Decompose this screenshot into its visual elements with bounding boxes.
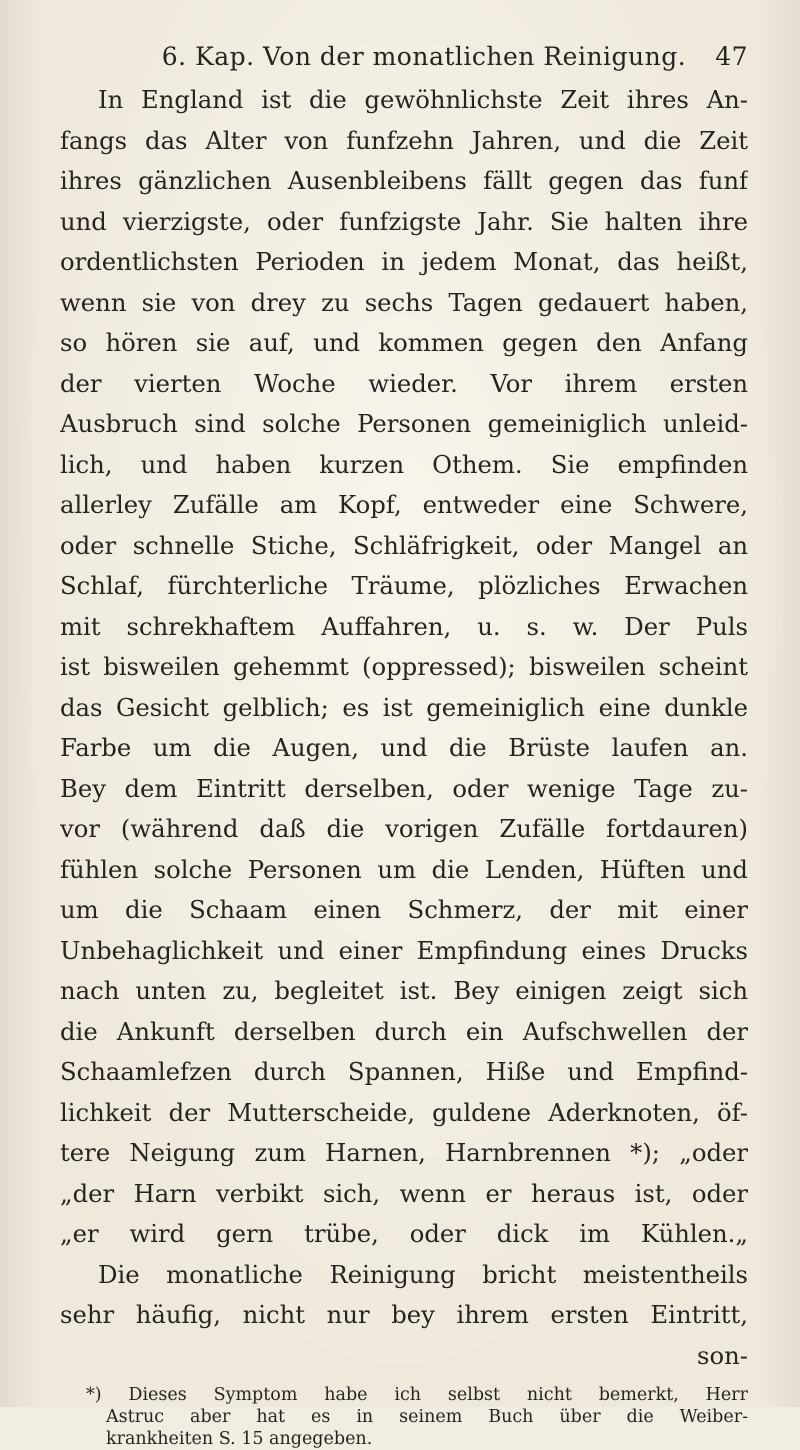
text-line: fangs das Alter von funfzehn Jahren, und die Zeit: [60, 125, 748, 155]
text-line: und vierzigste, oder funfzigste Jahr. Sie halten ihre: [60, 206, 748, 236]
text-line: nach unten zu, begleitet ist. Bey einigen zeigt sich: [60, 976, 748, 1005]
chapter-title: 6. Kap. Von der monatlichen Reinigung.: [161, 42, 687, 71]
body-text: [60, 80, 748, 1376]
text-line: ihres gänzlichen Ausenbleibens fällt gegen das funf: [60, 166, 748, 195]
footnote-line: *) Dieses Symptom habe ich selbst nicht bemerkt, Herr: [86, 1385, 748, 1405]
text-line: sehr häufig, nicht nur bey ihrem ersten Eintritt,: [60, 1300, 748, 1329]
catchword: son-: [697, 1340, 748, 1370]
text-line: In England ist die gewöhnlichste Zeit ihres An-: [98, 85, 748, 114]
text-line: lich, und haben kurzen Othem. Sie empfinden: [60, 449, 748, 479]
text-line: vor (während daß die vorigen Zufälle fortdauren): [60, 814, 748, 843]
text-line: Farbe um die Augen, und die Brüste laufen an.: [60, 733, 748, 762]
text-line: Ausbruch sind solche Personen gemeiniglich unleid-: [60, 409, 748, 438]
text-line: Schaamlefzen durch Spannen, Hiße und Empfind-: [60, 1057, 748, 1086]
text-line: fühlen solche Personen um die Lenden, Hüften und: [60, 854, 748, 884]
text-line: Bey dem Eintritt derselben, oder wenige Tage zu-: [60, 773, 748, 803]
text-line: tere Neigung zum Harnen, Harnbrennen *); „oder: [60, 1138, 748, 1167]
page-number: 47: [715, 42, 748, 71]
text-line: das Gesicht gelblich; es ist gemeiniglich eine dunkle: [60, 692, 748, 722]
text-line: um die Schaam einen Schmerz, der mit einer: [60, 895, 748, 924]
text-line: Die monatliche Reinigung bricht meistentheils: [98, 1259, 748, 1289]
text-line: Unbehaglichkeit und einer Empfindung eines Drucks: [60, 935, 748, 965]
text-line: lichkeit der Mutterscheide, guldene Aderknoten, öf-: [60, 1097, 748, 1127]
text-line: oder schnelle Stiche, Schläfrigkeit, oder Mangel an: [60, 530, 748, 560]
text-line: allerley Zufälle am Kopf, entweder eine Schwere,: [60, 490, 748, 519]
text-line: wenn sie von drey zu sechs Tagen gedauert haben,: [60, 287, 748, 317]
text-line: ordentlichsten Perioden in jedem Monat, das heißt,: [60, 247, 748, 276]
text-line: ist bisweilen gehemmt (oppressed); bisweilen scheint: [60, 652, 748, 681]
text-line: „der Harn verbikt sich, wenn er heraus ist, oder: [60, 1178, 748, 1208]
running-header: [60, 36, 748, 80]
text-line: so hören sie auf, und kommen gegen den Anfang: [60, 328, 748, 357]
text-line: Schlaf, fürchterliche Träume, plözliches Erwachen: [60, 571, 748, 600]
footnote-line: Astruc aber hat es in seinem Buch über die Weiber-: [106, 1407, 748, 1427]
footnote-line: krankheiten S. 15 angegeben.: [106, 1429, 373, 1449]
footnote: [60, 1384, 748, 1450]
text-line: der vierten Woche wieder. Vor ihrem ersten: [60, 368, 748, 398]
text-line: mit schrekhaftem Auffahren, u. s. w. Der Puls: [60, 611, 748, 641]
text-line: „er wird gern trübe, oder dick im Kühlen.„: [60, 1219, 748, 1248]
text-line: die Ankunft derselben durch ein Aufschwellen der: [60, 1016, 748, 1046]
